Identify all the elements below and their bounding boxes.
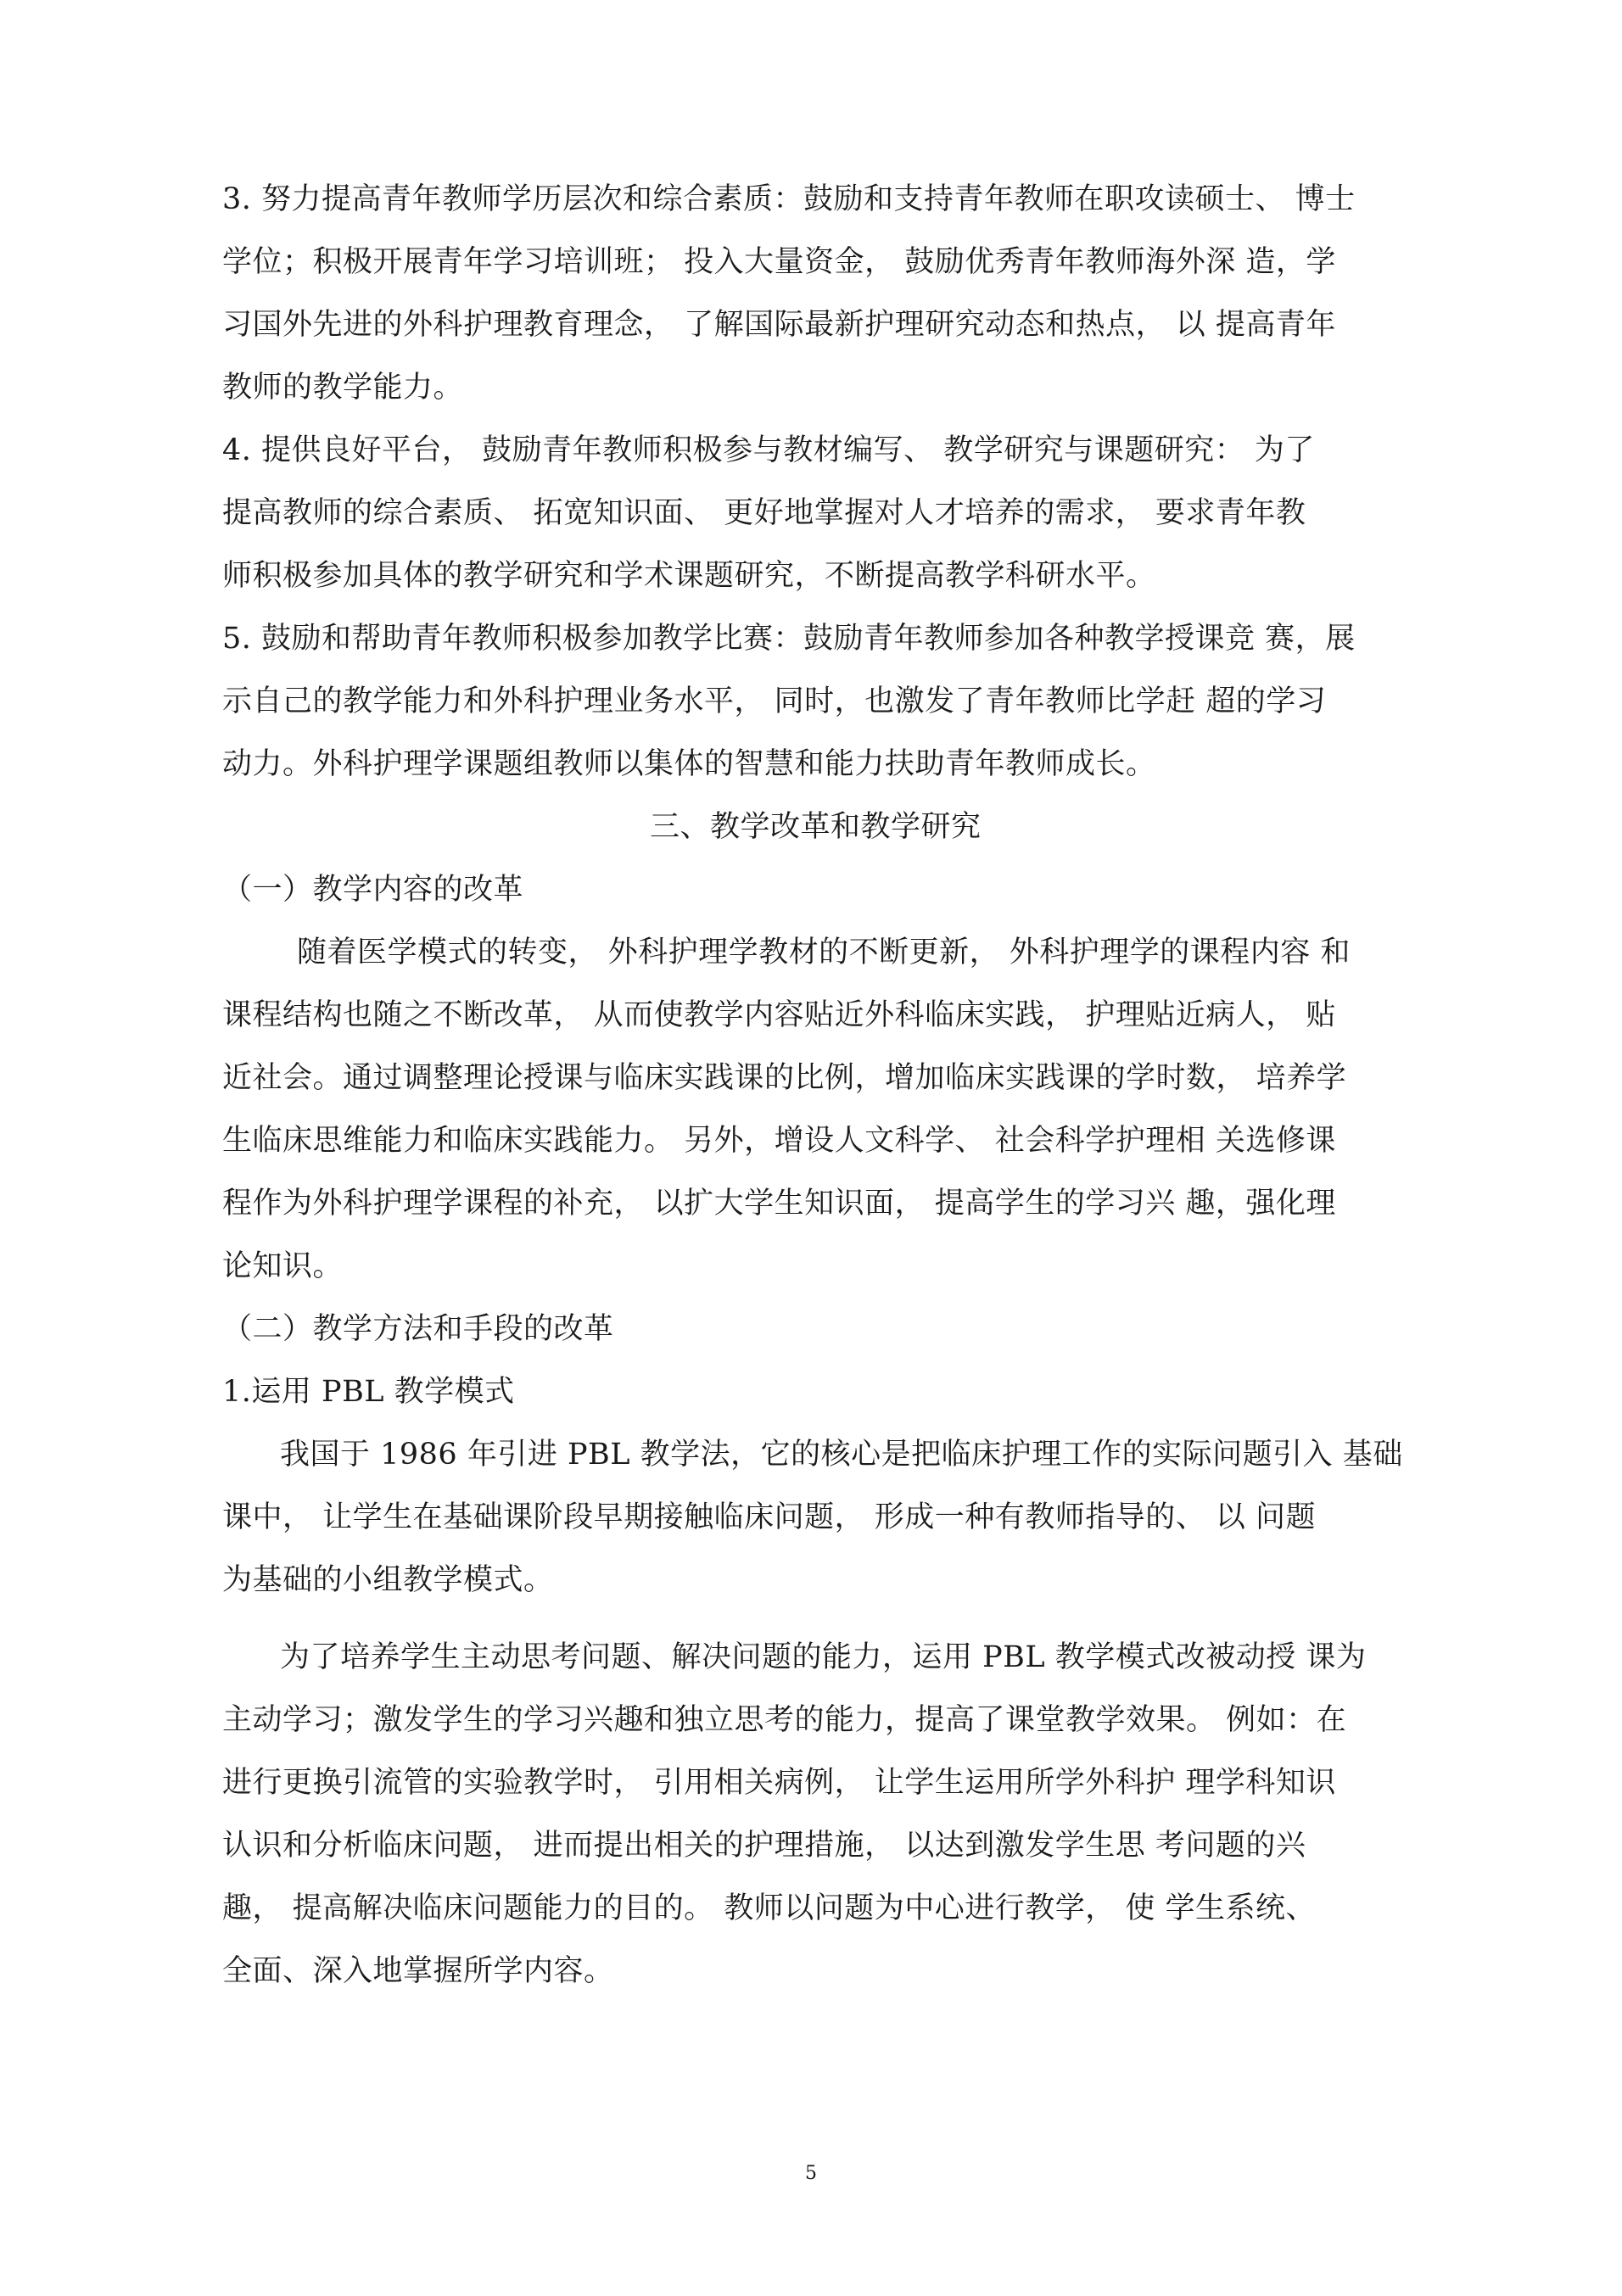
- text-line: 为基础的小组教学模式。: [222, 1563, 554, 1597]
- text-line: 5. 鼓励和帮助青年教师积极参加教学比赛：鼓励青年教师参加各种教学授课竞 赛，展: [222, 622, 1356, 656]
- text-line: 4. 提供良好平台， 鼓励青年教师积极参与教材编写、 教学研究与课题研究： 为了: [222, 433, 1315, 467]
- text-line: 学位；积极开展青年学习培训班； 投入大量资金， 鼓励优秀青年教师海外深 造，学: [222, 245, 1336, 279]
- text-line: 动力。外科护理学课题组教师以集体的智慧和能力扶助青年教师成长。: [222, 747, 1156, 781]
- subsection-heading: （一）教学内容的改革: [222, 873, 524, 907]
- text-line: 论知识。: [222, 1249, 344, 1283]
- text-line: 课程结构也随之不断改革， 从而使教学内容贴近外科临床实践， 护理贴近病人， 贴: [222, 998, 1336, 1032]
- text-line: 趣， 提高解决临床问题能力的目的。 教师以问题为中心进行教学， 使 学生系统、: [222, 1891, 1317, 1925]
- text-line: 生临床思维能力和临床实践能力。 另外，增设人文科学、 社会科学护理相 关选修课: [222, 1124, 1336, 1158]
- text-line: 提高教师的综合素质、 拓宽知识面、 更好地掌握对人才培养的需求， 要求青年教: [222, 496, 1306, 530]
- text-line: 课中， 让学生在基础课阶段早期接触临床问题， 形成一种有教师指导的、 以 问题: [222, 1500, 1317, 1534]
- text-line: 为了培养学生主动思考问题、解决问题的能力，运用 PBL 教学模式改被动授 课为: [280, 1640, 1367, 1674]
- text-line: 教师的教学能力。: [222, 371, 464, 405]
- text-line: 主动学习；激发学生的学习兴趣和独立思考的能力，提高了课堂教学效果。 例如：在: [222, 1703, 1347, 1737]
- text-line: 习国外先进的外科护理教育理念， 了解国际最新护理研究动态和热点， 以 提高青年: [222, 308, 1336, 342]
- text-line: 进行更换引流管的实验教学时， 引用相关病例， 让学生运用所学外科护 理学科知识: [222, 1766, 1336, 1800]
- text-line: 认识和分析临床问题， 进而提出相关的护理措施， 以达到激发学生思 考问题的兴: [222, 1829, 1306, 1863]
- text-line: 3. 努力提高青年教师学历层次和综合素质：鼓励和支持青年教师在职攻读硕士、 博士: [222, 182, 1356, 216]
- text-line: 随着医学模式的转变， 外科护理学教材的不断更新， 外科护理学的课程内容 和: [297, 936, 1351, 969]
- text-line: 师积极参加具体的教学研究和学术课题研究，不断提高教学科研水平。: [222, 559, 1156, 593]
- page-number: 5: [805, 2163, 817, 2184]
- item-heading: 1.运用 PBL 教学模式: [222, 1375, 515, 1409]
- text-line: 我国于 1986 年引进 PBL 教学法，它的核心是把临床护理工作的实际问题引入 基础: [280, 1438, 1403, 1472]
- section-heading: 三、教学改革和教学研究: [650, 810, 982, 844]
- text-line: 示自己的教学能力和外科护理业务水平， 同时，也激发了青年教师比学赶 超的学习: [222, 684, 1327, 718]
- text-line: 近社会。通过调整理论授课与临床实践课的比例，增加临床实践课的学时数， 培养学: [222, 1061, 1347, 1095]
- text-line: 全面、深入地掌握所学内容。: [222, 1954, 614, 1988]
- subsection-heading: （二）教学方法和手段的改革: [222, 1312, 614, 1346]
- text-line: 程作为外科护理学课程的补充， 以扩大学生知识面， 提高学生的学习兴 趣，强化理: [222, 1187, 1336, 1221]
